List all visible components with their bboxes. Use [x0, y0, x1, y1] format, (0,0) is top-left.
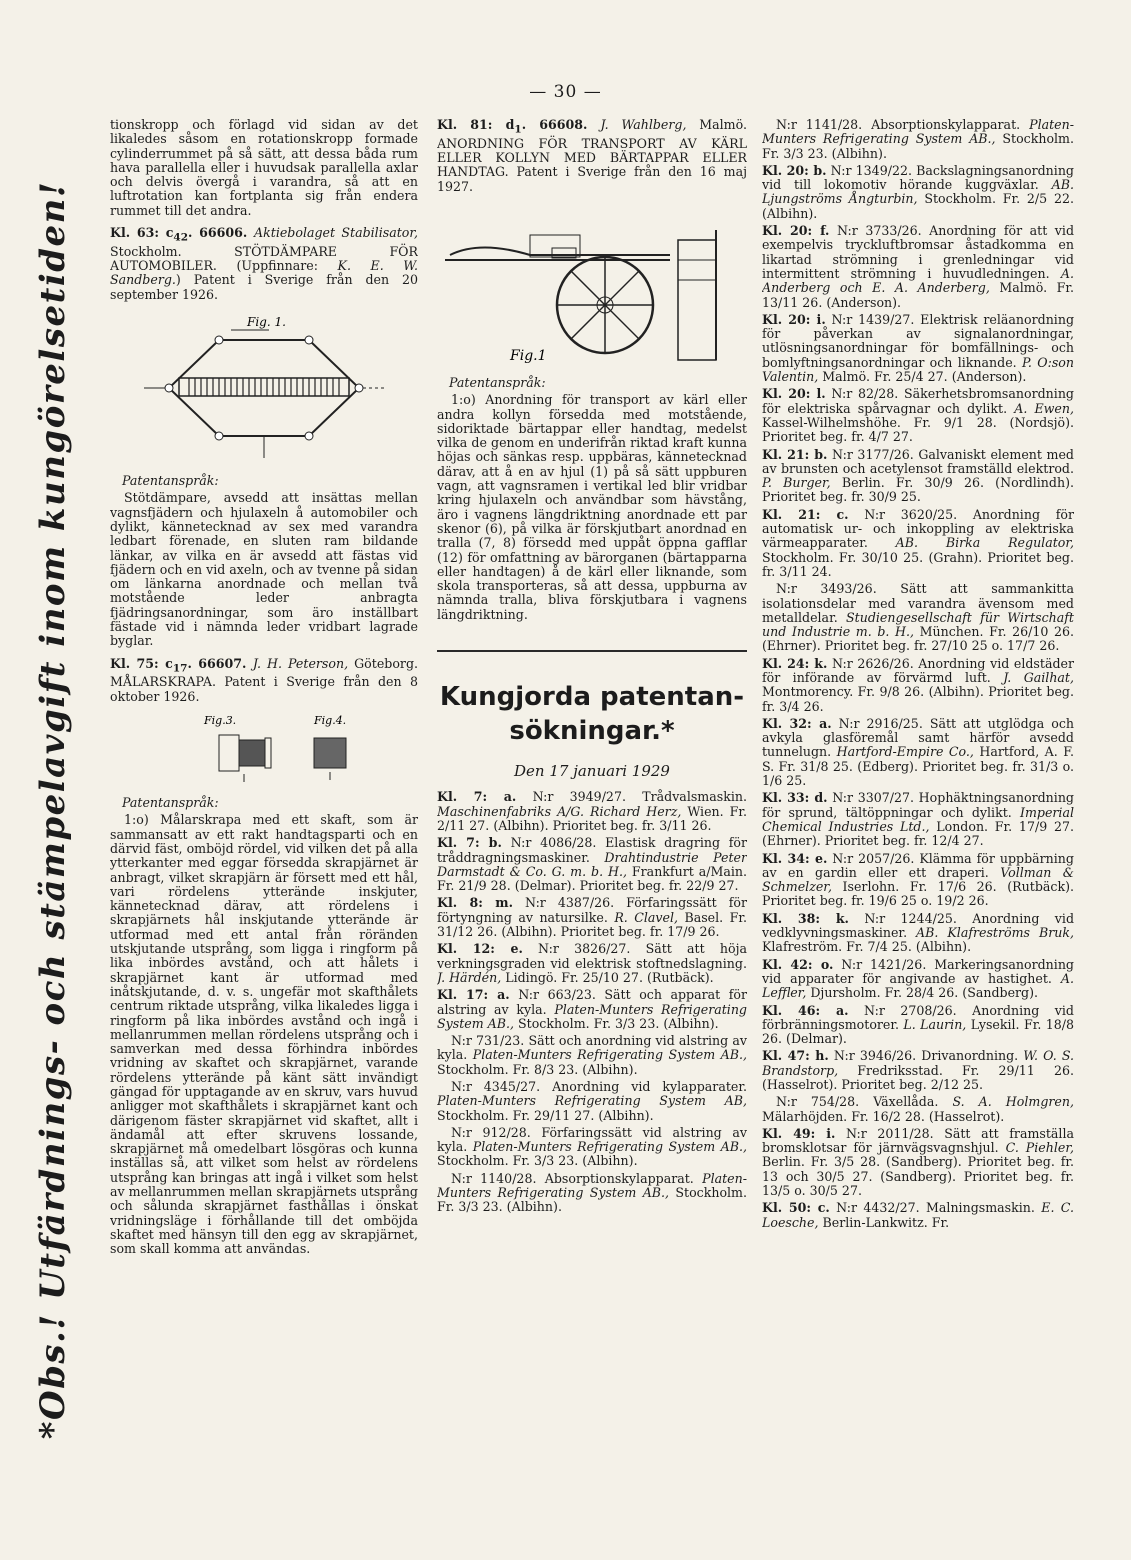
- application-list: [762, 118, 1074, 1230]
- entry-class: Kl. 81: d: [437, 118, 515, 132]
- application-entry: [762, 118, 1074, 161]
- entry-text: N:r 3493/26. Sätt att sammankitta isolationsdelar med varandra ävensom med metalldelar.: [762, 581, 1074, 625]
- entry-text: N:r 1421/26. Markeringsanordning vid apparater för angivande av hastighet.: [762, 956, 1074, 986]
- entry-class: Kl. 20: b.: [762, 162, 827, 178]
- entry-text: N:r 4345/27. Anordning vid kylapparater.: [451, 1078, 747, 1094]
- application-entry: [437, 1172, 747, 1215]
- figure-label: Fig.4.: [314, 714, 347, 728]
- application-entry: [762, 1201, 1074, 1230]
- application-list: [437, 790, 747, 1214]
- entry-class: Kl. 38: k.: [762, 910, 849, 926]
- application-entry: [437, 1034, 747, 1077]
- entry-applicant: L. Laurin,: [903, 1016, 967, 1032]
- claim-heading: Patentanspråk:: [122, 795, 219, 811]
- entry-class: Kl. 33: d.: [762, 790, 828, 806]
- application-entry: [762, 224, 1074, 310]
- claim-text: Stötdämpare, avsedd att insättas mellan vagnsfjädern och hjulaxeln å automobiler och dylikt, kännetecknad av sex med varandra ledbart förenade, en sluten ram bildande länkar, av vilka en är avsedd att fästas vid fjädern och en vid axeln, och av tvenne på sidan om länkarna anordnade och mellan två motstående leder anbragta fjädringsanordningar, som äro inställbart fästade vid i nämnda leder vridbart lagrade byglar.: [110, 490, 418, 649]
- entry-class-sub: 17: [172, 662, 188, 675]
- entry-text: N:r 1349/22. Backslagningsanordning vid till lokomotiv hörande kuggväxlar.: [762, 162, 1074, 193]
- paint-scraper-figure: [164, 710, 364, 790]
- entry-applicant: P. O:son Valentin,: [762, 354, 1074, 385]
- entry-applicant: R. Clavel,: [614, 909, 679, 925]
- entry-text: N:r 4387/26. Förfaringssätt för förtyngning av natursilke.: [437, 895, 747, 925]
- entry-text: N:r 731/23. Sätt och anordning vid alstring av kyla.: [437, 1033, 747, 1063]
- entry-applicant: Drahtindustrie Peter Darmstadt & Co. G. m. b. H.,: [437, 849, 747, 879]
- entry-text: N:r 2916/25. Sätt att utglödga och avkyla glasföremål samt härför avsedd tunnelugn.: [762, 715, 1074, 760]
- application-entry: [437, 896, 747, 939]
- entry-applicant: A. Ewen,: [1014, 400, 1074, 416]
- entry-number: . 66606.: [188, 225, 255, 241]
- entry-applicant: Hartford-Empire Co.,: [836, 744, 974, 760]
- entry-text: Stockholm. STÖTDÄMPARE FÖR AUTOMOBILER. (Uppfinnare:: [110, 243, 418, 274]
- application-entry: [762, 1127, 1074, 1198]
- entry-details: Iserlohn. Fr. 17/6 26. (Rutbäck). Prioritet beg. fr. 19/6 25 o. 19/2 26.: [762, 879, 1074, 909]
- entry-text: N:r 4432/27. Malningsmaskin.: [829, 1200, 1042, 1216]
- entry-class-sub: 1: [514, 123, 522, 136]
- entry-applicant: AB. Ljungströms Ångturbin,: [762, 177, 1074, 207]
- entry-applicant: J. Härdén,: [437, 969, 502, 985]
- entry-text: N:r 3826/27. Sätt att höja verkningsgraden vid elektrisk stoftnedslagning.: [437, 941, 747, 971]
- entry-applicant: A. Anderberg och E. A. Anderberg,: [762, 265, 1074, 296]
- entry-details: Stockholm. Fr. 3/3 23. (Albihn).: [514, 1015, 719, 1031]
- entry-applicant: Platen-Munters Refrigerating System AB.,: [437, 1170, 747, 1201]
- entry-details: Klafreström. Fr. 7/4 25. (Albihn).: [762, 939, 972, 955]
- entry-text: N:r 2011/28. Sätt att framställa bromsklotsar för järnvägsvagnshjul.: [762, 1125, 1074, 1156]
- application-entry: [437, 790, 747, 833]
- entry-details: Stockholm. Fr. 3/3 23. (Albihn).: [437, 1185, 747, 1215]
- application-entry: [437, 1126, 747, 1169]
- column-2: [437, 118, 747, 1448]
- section-divider: [437, 650, 747, 652]
- entry-applicant: W. O. S. Brandstorp,: [762, 1048, 1074, 1078]
- application-entry: [762, 912, 1074, 955]
- entry-details: Basel. Fr. 31/12 26. (Albihn). Prioritet beg. fr. 17/9 26.: [437, 909, 747, 940]
- application-entry: [762, 791, 1074, 848]
- entry-applicant: J. H. Peterson,: [252, 655, 349, 671]
- entry-kl81: [437, 118, 747, 194]
- transport-cart-figure: [440, 200, 745, 370]
- entry-text: Göteborg. MÅLARSKRAPA. Patent i Sverige från den 8 oktober 1926.: [110, 655, 418, 704]
- entry-inventor: K. E. W. Sandberg.: [110, 258, 418, 288]
- entry-text: N:r 1439/27. Elektrisk reläanordning för påverkan av signalanordningar, utlösningsanordningar för bomfällnings- och bomlyftningsanordningar och liknande.: [762, 311, 1074, 370]
- entry-text: N:r 1141/28. Absorptionskylapparat.: [776, 118, 1030, 132]
- entry-text: N:r 4086/28. Elastisk dragring för tråddragningsmaskiner.: [437, 835, 747, 865]
- section-title-line-2: sökningar.*: [509, 716, 675, 747]
- entry-text: N:r 663/23. Sätt och apparat för alstring av kyla.: [437, 987, 747, 1017]
- entry-applicant: C. Piehler,: [1005, 1140, 1074, 1156]
- entry-class: Kl. 46: a.: [762, 1002, 849, 1018]
- entry-details: Stockholm. Fr. 8/3 23. (Albihn).: [437, 1061, 638, 1077]
- entry-text: N:r 754/28. Växellåda.: [776, 1094, 953, 1110]
- entry-applicant: A. Leffler,: [762, 970, 1074, 1001]
- col1-intro: tionskropp och förlagd vid sidan av det likaledes såsom en rotationskropp formade cylinderrummet på så sätt, att dessa båda rum hava parallella eller i huvudsak parallella axlar och delvis övergå i varandra, så att en luftrotation kan fortplanta sig från endera rummet till det andra.: [110, 118, 418, 218]
- entry-text: N:r 912/28. Förfaringssätt vid alstring av kyla.: [437, 1124, 747, 1155]
- entry-text: N:r 1140/28. Absorptionskylapparat.: [451, 1170, 703, 1186]
- entry-applicant: S. A. Holmgren,: [952, 1094, 1074, 1110]
- figure-label: Fig.1: [509, 348, 547, 364]
- entry-class: Kl. 24: k.: [762, 655, 828, 671]
- figure-label: Fig.3.: [204, 714, 237, 728]
- entry-details: Berlin. Fr. 3/5 28. (Sandberg). Prioritet beg. fr. 13 och 30/5 27. (Sandberg). Prioritet beg. fr. 13/5 o. 30/5 27.: [762, 1154, 1074, 1199]
- application-entry: [762, 313, 1074, 384]
- claim-heading: Patentanspråk:: [122, 473, 219, 489]
- figure-label: Fig. 1.: [247, 315, 286, 330]
- entry-details: Djursholm. Fr. 28/4 26. (Sandberg).: [806, 985, 1039, 1001]
- claim-text: 1:o) Målarskrapa med ett skaft, som är sammansatt av ett rakt handtagsparti och en därvid fäst, omböjd rördel, vid vilken det på alla ytterkanter med eggar försedda skrapjärnet är anbragt, vilket skrapjärn är försett med ett hål, vari rördelens ytterände inskjuter, kännetecknad därav, att rördelens i skrapjärnets hål inskjutande ytterände är utformad med ett antal från röränden utskjutande utsprång, som ligga i ringform på lika inbördes avstånd, och att hålets i skrapjärnet kant är utformad med inåtskjutande, d. v. s. ungefär mot skafthålets centrum riktade utsprång, vilka likaledes ligga i ringform på lika inbördes avstånd och ingå i mellanrummen mellan rördelens utsprång och i samverkan med dessa förhindra inbördes vridning av skaftet och skrapjärnet, varande rördelens ytterände på känt sätt invändigt gängad för upptagande av en skruv, vars huvud anligger mot skafthålets i skrapjärnet kant och därigenom fäster skrapjärnet vid skaftet, allt i ändamål att efter skruvens lossande, skrapjärnet må omedelbart lösgöras och kunna inställas så, att vilket som helst av rördelens utsprång kan bringas att ingå i vilket som helst av mellanrummen mellan skrapjärnets utsprång och sålunda skrapjärnet fasthållas i önskat vridningsläge i förhållande till det omböjda skaftet med hänsyn till den egg av skrapjärnet, som skall komma att användas.: [110, 812, 418, 1257]
- entry-class: Kl. 12: e.: [437, 941, 523, 957]
- entry-kl63: [110, 226, 418, 302]
- entry-number: . 66607.: [187, 655, 253, 671]
- entry-text: N:r 2057/26. Klämma för uppbärning av en gardin eller ett draperi.: [762, 850, 1074, 880]
- entry-text: N:r 3946/26. Drivanordning.: [828, 1048, 1024, 1064]
- entry-details: Montmorency. Fr. 9/8 26. (Albihn). Prioritet beg. fr. 3/4 26.: [762, 684, 1074, 714]
- entry-details: Berlin-Lankwitz. Fr.: [818, 1214, 950, 1230]
- column-3: [762, 118, 1074, 1448]
- sidebar-notice: [18, 120, 88, 1500]
- entry-class: Kl. 7: a.: [437, 789, 517, 805]
- application-entry: [762, 164, 1074, 221]
- entry-applicant: Maschinenfabriks A/G. Richard Herz,: [437, 803, 682, 819]
- entry-applicant: Vollman & Schmelzer,: [762, 864, 1074, 895]
- section-title-line-1: Kungjorda patentan-: [439, 682, 745, 713]
- entry-details: Stockholm. Fr. 2/5 22. (Albihn).: [762, 191, 1074, 221]
- entry-text: N:r 3177/26. Galvaniskt element med av brunsten och acetylensot framställd elektrod.: [762, 446, 1074, 476]
- entry-class: Kl. 32: a.: [762, 715, 832, 731]
- entry-applicant: Platen-Munters Refrigerating System AB,: [437, 1093, 747, 1109]
- entry-applicant: Aktiebolaget Stabilisator,: [254, 225, 418, 241]
- entry-applicant: Platen-Munters Refrigerating System AB.,: [437, 1001, 747, 1031]
- application-entry: [762, 717, 1074, 788]
- entry-applicant: Platen-Munters Refrigerating System AB.,: [472, 1047, 747, 1063]
- application-entry: [762, 657, 1074, 714]
- entry-details: Malmö. Fr. 13/11 26. (Anderson).: [762, 280, 1074, 310]
- entry-details: Stockholm. Fr. 29/11 27. (Albihn).: [437, 1107, 654, 1123]
- application-entry: [762, 582, 1074, 653]
- sidebar-notice-text: *Obs.! Utfärdnings- och stämpelavgift inom kungörelsetiden!: [33, 180, 73, 1440]
- entry-applicant: AB. Birka Regulator,: [895, 535, 1074, 551]
- application-entry: [762, 448, 1074, 505]
- entry-text: N:r 82/28. Säkerhetsbromsanordning för elektriska spårvagnar och dylikt.: [762, 386, 1074, 416]
- application-entry: [762, 958, 1074, 1001]
- entry-class: Kl. 75: c: [110, 655, 173, 671]
- entry-class: Kl. 50: c.: [762, 1200, 830, 1216]
- application-entry: [762, 1049, 1074, 1092]
- entry-details: Hartford, A. F. S. Fr. 31/8 25. (Edberg). Prioritet beg. fr. 31/3 o. 1/6 25.: [762, 744, 1074, 789]
- entry-number: . 66608.: [521, 118, 601, 132]
- application-entry: [762, 852, 1074, 909]
- entry-details: Stockholm. Fr. 30/10 25. (Grahn). Prioritet beg. fr. 3/11 24.: [762, 549, 1074, 579]
- entry-details: Lidingö. Fr. 25/10 27. (Rutbäck).: [501, 969, 714, 985]
- entry-details: Stockholm. Fr. 3/3 23. (Albihn).: [762, 131, 1074, 161]
- entry-text: N:r 3620/25. Anordning för automatisk ur- och inkoppling av elektriska värmeapparater.: [762, 506, 1074, 551]
- application-entry: [437, 836, 747, 893]
- entry-details: Frankfurt a/Main. Fr. 21/9 28. (Delmar). Prioritet beg. fr. 22/9 27.: [437, 863, 747, 894]
- entry-text: N:r 3307/27. Hophäktningsanordning för sprund, tältöppningar och dylikt.: [762, 790, 1074, 820]
- entry-class: Kl. 21: c.: [762, 506, 849, 522]
- entry-class: Kl. 8: m.: [437, 895, 513, 911]
- entry-applicant: P. Burger,: [762, 475, 831, 491]
- entry-class: Kl. 47: h.: [762, 1048, 829, 1064]
- issue-date: Den 17 januari 1929: [514, 762, 670, 781]
- entry-text: N:r 3949/27. Trådvalsmaskin.: [516, 789, 747, 805]
- claim-heading: Patentanspråk:: [449, 375, 546, 390]
- entry-text: N:r 3733/26. Anordning för att vid exempelvis tryckluftbromsar åstadkomma en likartad strömning i grenledningar vid intermittent strömning i huvudledningen.: [762, 223, 1074, 281]
- entry-applicant: Studiengesellschaft für Wirtschaft und Industrie m. b. H.,: [762, 609, 1074, 640]
- entry-details: Malmö. Fr. 25/4 27. (Anderson).: [818, 369, 1027, 385]
- column-1: [110, 118, 418, 1438]
- entry-applicant: J. Wahlberg,: [600, 118, 687, 132]
- application-entry: [762, 1004, 1074, 1047]
- claim-text: 1:o) Anordning för transport av kärl eller andra kollyn försedda med motstående, sidoriktade bärtappar eller handtag, medelst vilka de genom en underifrån riktad kraft kunna höjas och sänkas resp. uppbäras, kännetecknad därav, att å en av hjul (1) på så sätt uppburen vagn, att vagnsramen i vertikal led blir vridbar kring hjulaxeln och användbar som hävstång, äro i vagnens längdriktning anordnade ett par skenor (6), på vilka är förskjutbart anordnad en tralla (7, 8) försedd med uppåt öppna gafflar (12) för omfattning av bärorganen (bärtapparna eller handtagen) å de kärl eller liknande, som skola transporteras, så att dessa, uppburna av nämnda tralla, bliva förskjutbara i vagnens längdriktning.: [437, 392, 747, 622]
- entry-text: N:r 2708/26. Anordning vid förbränningsmotorer.: [762, 1002, 1074, 1032]
- entry-text: N:r 1244/25. Anordning vid vedklyvningsmaskiner.: [762, 910, 1074, 941]
- page-number: — 30 —: [529, 82, 602, 102]
- entry-text: N:r 2626/26. Anordning vid eldstäder för införande av förvärmd luft.: [762, 655, 1074, 685]
- application-entry: [437, 942, 747, 985]
- section-title: [437, 680, 747, 748]
- entry-class: Kl. 20: f.: [762, 223, 830, 239]
- entry-kl75: [110, 657, 418, 704]
- entry-details: Mälarhöjden. Fr. 16/2 28. (Hasselrot).: [762, 1108, 1005, 1124]
- entry-class: Kl. 20: i.: [762, 311, 826, 327]
- entry-class: Kl. 21: b.: [762, 446, 828, 462]
- entry-class-sub: 42: [173, 231, 189, 244]
- entry-applicant: Imperial Chemical Industries Ltd.,: [762, 804, 1074, 834]
- application-entry: [762, 508, 1074, 579]
- application-entry: [437, 988, 747, 1031]
- entry-details: Stockholm. Fr. 3/3 23. (Albihn).: [437, 1153, 638, 1169]
- application-entry: [437, 1080, 747, 1123]
- shock-absorber-figure: [139, 308, 389, 468]
- entry-details: Wien. Fr. 2/11 27. (Albihn). Prioritet beg. fr. 3/11 26.: [437, 803, 747, 833]
- entry-details: Fredriksstad. Fr. 29/11 26. (Hasselrot). Prioritet beg. 2/12 25.: [762, 1062, 1074, 1092]
- entry-text: Malmö. ANORDNING FÖR TRANSPORT AV KÄRL ELLER KOLLYN MED BÄRTAPPAR ELLER HANDTAG. Patent i Sverige från den 16 maj 1927.: [437, 118, 747, 194]
- entry-class: Kl. 17: a.: [437, 987, 510, 1003]
- entry-class: Kl. 49: i.: [762, 1125, 836, 1141]
- entry-class: Kl. 42: o.: [762, 956, 834, 972]
- entry-class: Kl. 20: l.: [762, 386, 826, 402]
- entry-applicant: Platen-Munters Refrigerating System AB.,: [762, 118, 1074, 147]
- entry-applicant: Platen-Munters Refrigerating System AB.,: [472, 1139, 747, 1155]
- application-entry: [762, 1095, 1074, 1124]
- entry-applicant: E. C. Loesche,: [762, 1200, 1074, 1230]
- entry-class: Kl. 34: e.: [762, 850, 828, 866]
- entry-details: München. Fr. 26/10 26. (Ehrner). Prioritet beg. fr. 27/10 25 o. 17/7 26.: [762, 624, 1074, 654]
- entry-applicant: J. Gailhat,: [1003, 669, 1074, 685]
- entry-details: Berlin. Fr. 30/9 26. (Nordlindh). Prioritet beg. fr. 30/9 25.: [762, 475, 1074, 505]
- entry-details: Lysekil. Fr. 18/8 26. (Delmar).: [762, 1016, 1074, 1047]
- entry-applicant: AB. Klafreströms Bruk,: [916, 925, 1074, 941]
- entry-details: London. Fr. 17/9 27. (Ehrner). Prioritet beg. fr. 12/4 27.: [762, 818, 1074, 849]
- entry-text-2: ) Patent i Sverige från den 20 september 1926.: [110, 272, 418, 302]
- entry-class: Kl. 63: c: [110, 225, 174, 241]
- entry-details: Kassel-Wilhelmshöhe. Fr. 9/1 28. (Nordsjö). Prioritet beg. fr. 4/7 27.: [762, 414, 1074, 445]
- entry-class: Kl. 7: b.: [437, 835, 502, 851]
- application-entry: [762, 387, 1074, 444]
